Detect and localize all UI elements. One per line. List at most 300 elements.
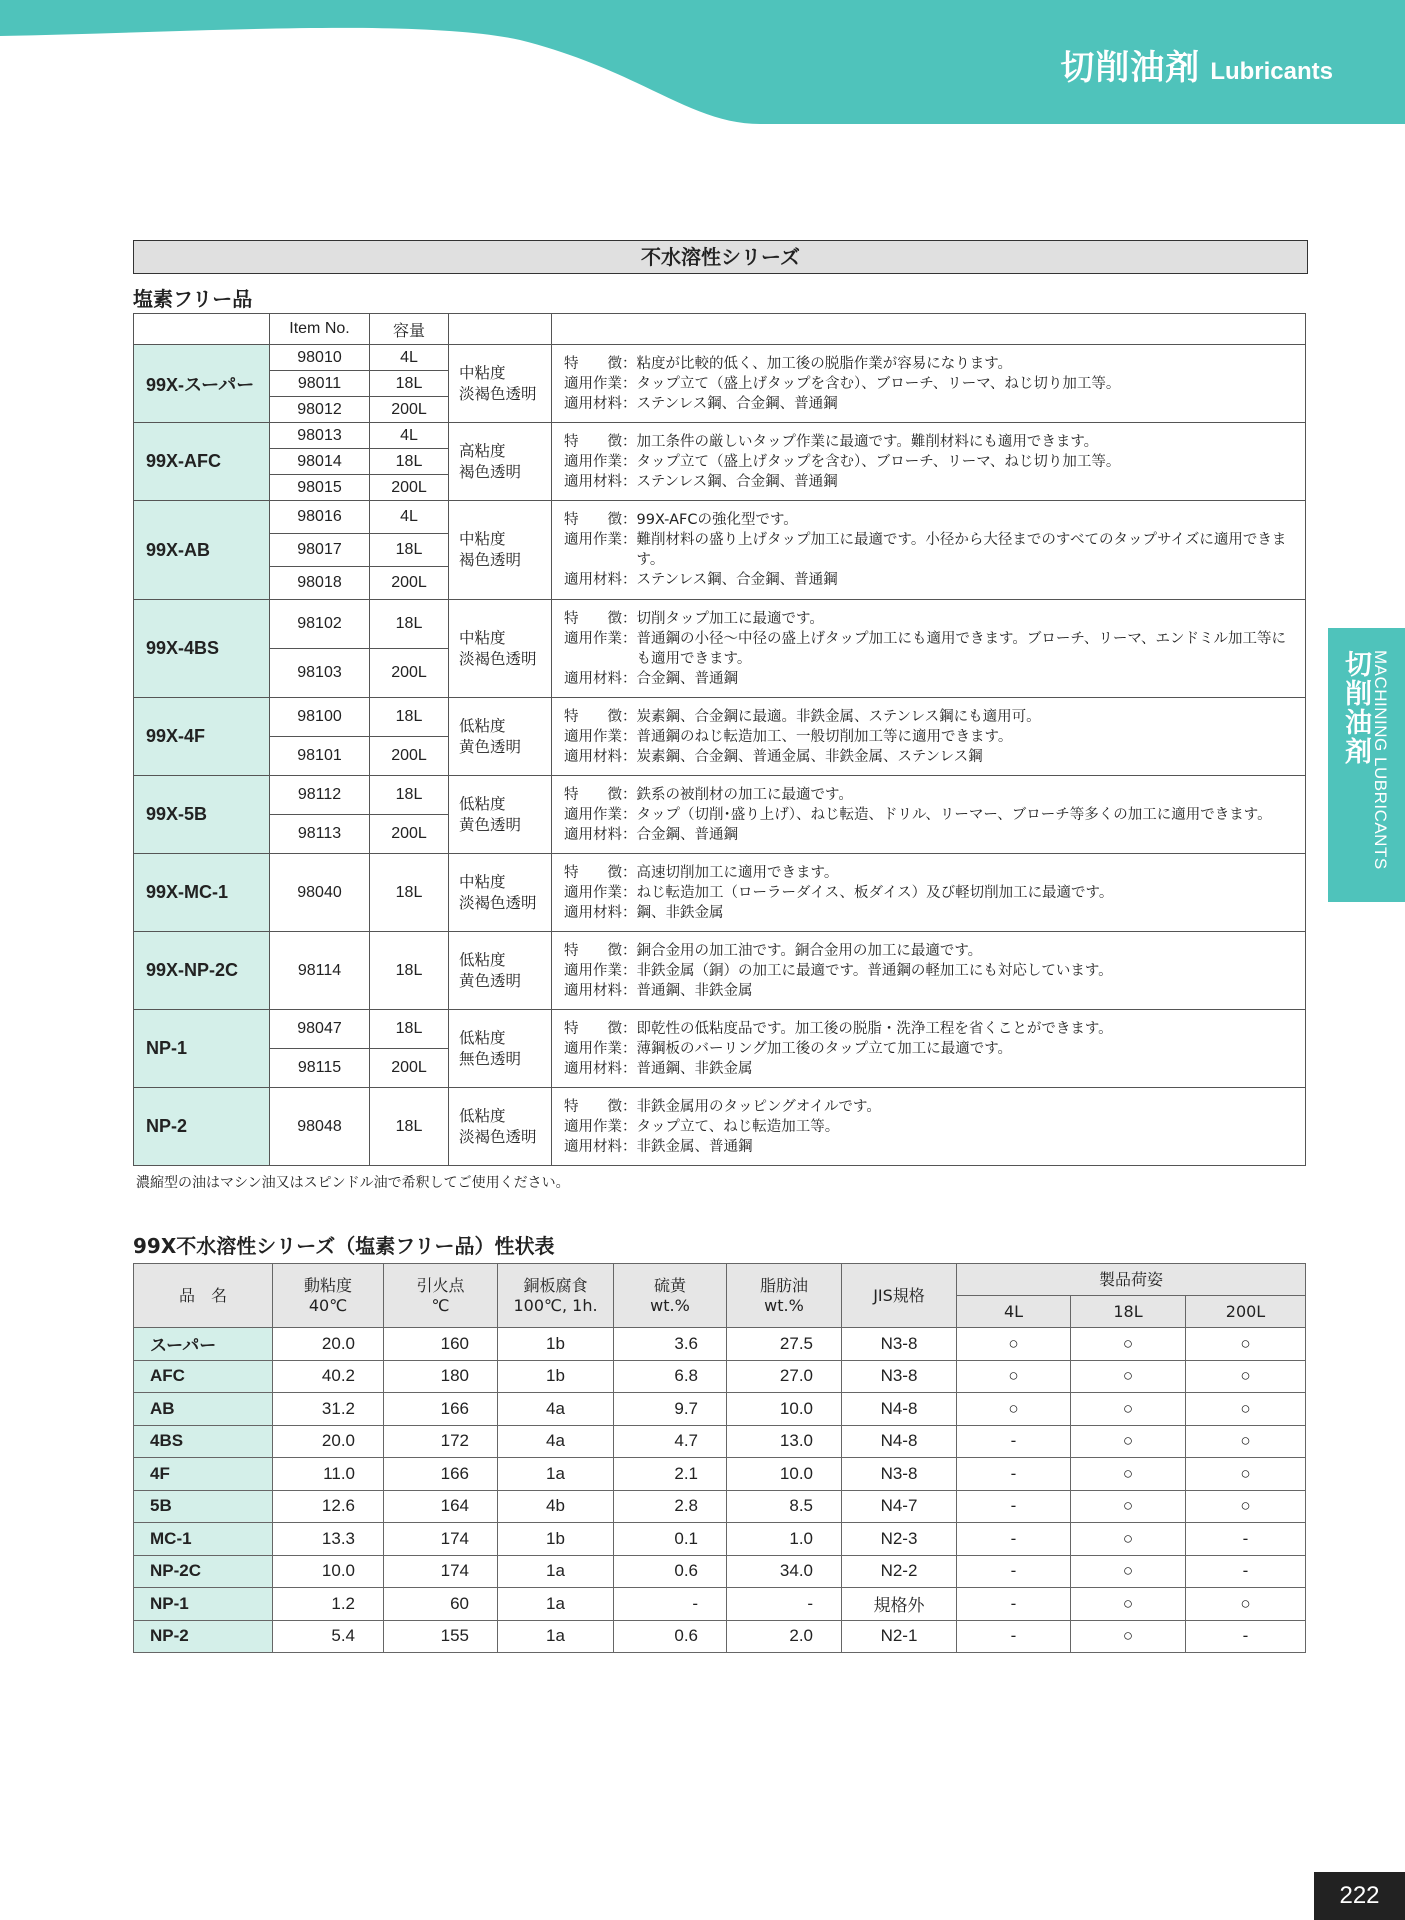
description-cell: 特 徴 ： 99X-AFCの強化型です。 適用作業 ： 難削材料の盛り上げタップ加工に最適です。小径から大径までのすべてのタップサイズに適用できます。 適用材料 ： ステンレス鋼、合金鋼、普通鋼 <box>552 501 1306 600</box>
property-row <box>134 1620 1306 1653</box>
material-text: 合金鋼、普通鋼 <box>636 670 738 687</box>
prop-header-flash-1: 引火点 <box>416 1275 465 1295</box>
product-row <box>134 698 1306 737</box>
property-fat: 10.0 <box>727 1458 842 1491</box>
package-18l: ○ <box>1071 1458 1186 1491</box>
viscosity-grade: 低粘度 <box>459 950 506 969</box>
header-title-jp: 切削油剤 <box>1060 48 1201 88</box>
viscosity-cell <box>449 932 552 1010</box>
prop-header-sulfur-1: 硫黄 <box>653 1275 686 1295</box>
viscosity-color: 淡褐色透明 <box>459 384 537 403</box>
property-jis: N2-2 <box>842 1555 957 1588</box>
property-jis: N3-8 <box>842 1328 957 1361</box>
description-cell: 特 徴 ： 鉄系の被削材の加工に最適です。 適用作業 ： タップ（切削･盛り上げ）、ねじ転造、ドリル、リーマー、ブローチ等多くの加工に適用できます。 適用材料 ： 合金鋼、普通鋼 <box>552 776 1306 854</box>
work-text: タップ（切削･盛り上げ）、ねじ転造、ドリル、リーマー、ブローチ等多くの加工に適用できます。 <box>636 806 1272 823</box>
property-corrosion: 4a <box>498 1393 614 1426</box>
property-product-name: 4F <box>134 1458 273 1491</box>
work-text: タップ立て、ねじ転造加工等。 <box>636 1118 840 1135</box>
property-flash-point: 174 <box>384 1523 498 1556</box>
feature-text: 99X-AFCの強化型です。 <box>636 512 798 528</box>
property-corrosion: 1a <box>498 1458 614 1491</box>
property-product-name: AB <box>134 1393 273 1426</box>
package-18l: ○ <box>1071 1588 1186 1621</box>
label-work: 適用作業 <box>564 1118 622 1135</box>
material-text: 炭素鋼、合金鋼、普通金属、非鉄金属、ステンレス鋼 <box>636 748 983 765</box>
product-row <box>134 501 1306 534</box>
property-viscosity: 31.2 <box>273 1393 384 1426</box>
product-name: 99X-AB <box>134 501 270 600</box>
product-name: 99X-5B <box>134 776 270 854</box>
label-work: 適用作業 <box>564 728 622 745</box>
package-4l: - <box>957 1425 1071 1458</box>
viscosity-cell <box>449 854 552 932</box>
prop-header-fat-2: wt.% <box>764 1295 804 1315</box>
viscosity-grade: 低粘度 <box>459 794 506 813</box>
work-text: タップ立て（盛上げタップを含む）、ブローチ、リーマ、ねじ切り加工等。 <box>636 453 1121 470</box>
header-title <box>1060 40 1333 89</box>
viscosity-cell <box>449 1010 552 1088</box>
package-4l: ○ <box>957 1393 1071 1426</box>
item-capacity: 18L <box>370 854 449 932</box>
property-fat: 2.0 <box>727 1620 842 1653</box>
item-number: 98011 <box>270 371 370 397</box>
property-flash-point: 155 <box>384 1620 498 1653</box>
package-200l: - <box>1186 1620 1306 1653</box>
property-sulfur: 0.6 <box>614 1620 727 1653</box>
item-number: 98015 <box>270 475 370 501</box>
viscosity-cell <box>449 1088 552 1166</box>
package-4l: - <box>957 1490 1071 1523</box>
item-capacity: 18L <box>370 1010 449 1049</box>
item-capacity: 200L <box>370 567 449 600</box>
property-corrosion: 4b <box>498 1490 614 1523</box>
feature-text: 即乾性の低粘度品です。加工後の脱脂・洗浄工程を省くことができます。 <box>636 1020 1113 1037</box>
item-number: 98112 <box>270 776 370 815</box>
property-sulfur: 4.7 <box>614 1425 727 1458</box>
header-blank <box>552 314 1306 345</box>
label-material: 適用材料 <box>564 670 622 687</box>
feature-text: 粘度が比較的低く、加工後の脱脂作業が容易になります。 <box>636 355 1013 372</box>
item-number: 98102 <box>270 600 370 649</box>
label-feature: 特 徴 <box>564 355 622 372</box>
prop-header-corrosion-1: 銅板腐食 <box>523 1275 588 1295</box>
package-200l: ○ <box>1186 1425 1306 1458</box>
series-banner: 不水溶性シリーズ <box>133 240 1308 274</box>
prop-header-viscosity-2: 40℃ <box>308 1295 348 1315</box>
package-4l: - <box>957 1523 1071 1556</box>
label-material: 適用材料 <box>564 395 622 412</box>
material-text: 普通鋼、非鉄金属 <box>636 1060 753 1077</box>
label-feature: 特 徴 <box>564 512 622 528</box>
property-fat: 34.0 <box>727 1555 842 1588</box>
label-material: 適用材料 <box>564 904 622 921</box>
property-fat: 27.5 <box>727 1328 842 1361</box>
prop-header-viscosity <box>273 1264 384 1328</box>
property-product-name: MC-1 <box>134 1523 273 1556</box>
property-row <box>134 1393 1306 1426</box>
label-work: 適用作業 <box>564 1040 622 1057</box>
property-flash-point: 164 <box>384 1490 498 1523</box>
property-sulfur: 6.8 <box>614 1360 727 1393</box>
property-row <box>134 1425 1306 1458</box>
section-title-properties: 99X不水溶性シリーズ（塩素フリー品）性状表 <box>133 1234 555 1258</box>
viscosity-cell <box>449 501 552 600</box>
label-feature: 特 徴 <box>564 786 622 803</box>
item-number: 98017 <box>270 534 370 567</box>
package-18l: ○ <box>1071 1620 1186 1653</box>
side-tab-jp: 切削油剤 <box>1340 650 1371 766</box>
work-text: 薄鋼板のバーリング加工後のタップ立て加工に最適です。 <box>636 1040 1013 1057</box>
property-flash-point: 172 <box>384 1425 498 1458</box>
label-material: 適用材料 <box>564 572 622 588</box>
product-name: 99X-スーパー <box>134 345 270 423</box>
prop-header-flash-2: ℃ <box>431 1295 450 1315</box>
package-200l: - <box>1186 1555 1306 1588</box>
property-row <box>134 1588 1306 1621</box>
prop-header-size-200l: 200L <box>1186 1296 1306 1328</box>
package-18l: ○ <box>1071 1360 1186 1393</box>
item-capacity: 200L <box>370 649 449 698</box>
viscosity-grade: 低粘度 <box>459 716 506 735</box>
viscosity-grade: 中粘度 <box>459 530 506 548</box>
item-number: 98048 <box>270 1088 370 1166</box>
property-product-name: AFC <box>134 1360 273 1393</box>
item-number: 98014 <box>270 449 370 475</box>
description-cell: 特 徴 ： 切削タップ加工に最適です。 適用作業 ： 普通鋼の小径～中径の盛上げタップ加工にも適用できます。ブローチ、リーマ、エンドミル加工等にも適用できます。 適用材料 ： 合金鋼、普通鋼 <box>552 600 1306 698</box>
item-number: 98115 <box>270 1049 370 1088</box>
property-corrosion: 1b <box>498 1523 614 1556</box>
property-flash-point: 174 <box>384 1555 498 1588</box>
prop-header-viscosity-1: 動粘度 <box>303 1275 352 1295</box>
property-viscosity: 13.3 <box>273 1523 384 1556</box>
label-feature: 特 徴 <box>564 708 622 725</box>
property-jis: N4-8 <box>842 1425 957 1458</box>
header-title-en: Lubricants <box>1210 58 1333 85</box>
property-jis: N3-8 <box>842 1360 957 1393</box>
prop-header-fat-1: 脂肪油 <box>759 1275 808 1295</box>
item-capacity: 4L <box>370 345 449 371</box>
label-material: 適用材料 <box>564 1138 622 1155</box>
package-200l: ○ <box>1186 1328 1306 1361</box>
description-cell: 特 徴 ： 炭素鋼、合金鋼に最適。非鉄金属、ステンレス鋼にも適用可。 適用作業 ： 普通鋼のねじ転造加工、一般切削加工等に適用できます。 適用材料 ： 炭素鋼、合金鋼、普通金属、非鉄金属、ステンレス鋼 <box>552 698 1306 776</box>
product-row <box>134 776 1306 815</box>
material-text: 普通鋼、非鉄金属 <box>636 982 753 999</box>
viscosity-cell <box>449 423 552 501</box>
property-sulfur: 2.8 <box>614 1490 727 1523</box>
package-4l: - <box>957 1458 1071 1491</box>
product-row <box>134 345 1306 371</box>
property-row <box>134 1328 1306 1361</box>
item-number: 98018 <box>270 567 370 600</box>
item-number: 98047 <box>270 1010 370 1049</box>
label-feature: 特 徴 <box>564 1098 622 1115</box>
description-cell: 特 徴 ： 銅合金用の加工油です。銅合金用の加工に最適です。 適用作業 ： 非鉄金属（銅）の加工に最適です。普通鋼の軽加工にも対応しています。 適用材料 ： 普通鋼、非鉄金属 <box>552 932 1306 1010</box>
viscosity-cell <box>449 600 552 698</box>
page-number: 222 <box>1314 1872 1405 1920</box>
viscosity-grade: 低粘度 <box>459 1106 506 1125</box>
property-sulfur: 0.1 <box>614 1523 727 1556</box>
description-cell: 特 徴 ： 加工条件の厳しいタップ作業に最適です。難削材料にも適用できます。 適用作業 ： タップ立て（盛上げタップを含む）、ブローチ、リーマ、ねじ切り加工等。 適用材料 ： ステンレス鋼、合金鋼、普通鋼 <box>552 423 1306 501</box>
viscosity-cell <box>449 776 552 854</box>
property-product-name: NP-2 <box>134 1620 273 1653</box>
feature-text: 非鉄金属用のタッピングオイルです。 <box>636 1098 881 1115</box>
item-number: 98103 <box>270 649 370 698</box>
label-material: 適用材料 <box>564 1060 622 1077</box>
prop-header-sulfur <box>614 1264 727 1328</box>
package-18l: ○ <box>1071 1523 1186 1556</box>
item-capacity: 4L <box>370 423 449 449</box>
prop-header-corrosion <box>498 1264 614 1328</box>
package-200l: ○ <box>1186 1360 1306 1393</box>
property-corrosion: 1b <box>498 1360 614 1393</box>
property-flash-point: 166 <box>384 1393 498 1426</box>
property-jis: N2-3 <box>842 1523 957 1556</box>
property-viscosity: 12.6 <box>273 1490 384 1523</box>
feature-text: 銅合金用の加工油です。銅合金用の加工に最適です。 <box>636 942 983 959</box>
side-tab-en: MACHINING LUBRICANTS <box>1371 650 1390 870</box>
material-text: ステンレス鋼、合金鋼、普通鋼 <box>636 395 838 412</box>
item-capacity: 18L <box>370 932 449 1010</box>
property-row <box>134 1360 1306 1393</box>
item-capacity: 200L <box>370 737 449 776</box>
label-material: 適用材料 <box>564 982 622 999</box>
property-viscosity: 20.0 <box>273 1425 384 1458</box>
header-item-no: Item No. <box>270 314 370 345</box>
property-corrosion: 1a <box>498 1555 614 1588</box>
material-text: 非鉄金属、普通鋼 <box>636 1138 753 1155</box>
property-product-name: NP-2C <box>134 1555 273 1588</box>
property-fat: 10.0 <box>727 1393 842 1426</box>
label-feature: 特 徴 <box>564 610 622 627</box>
property-sulfur: 0.6 <box>614 1555 727 1588</box>
viscosity-color: 淡褐色透明 <box>459 893 537 912</box>
label-feature: 特 徴 <box>564 433 622 450</box>
product-row <box>134 854 1306 932</box>
label-feature: 特 徴 <box>564 864 622 881</box>
prop-header-jis: JIS規格 <box>842 1264 957 1328</box>
product-table <box>133 313 1306 1166</box>
item-number: 98016 <box>270 501 370 534</box>
property-jis: N4-8 <box>842 1393 957 1426</box>
label-material: 適用材料 <box>564 748 622 765</box>
viscosity-cell <box>449 345 552 423</box>
item-capacity: 200L <box>370 1049 449 1088</box>
description-cell: 特 徴 ： 即乾性の低粘度品です。加工後の脱脂・洗浄工程を省くことができます。 適用作業 ： 薄鋼板のバーリング加工後のタップ立て加工に最適です。 適用材料 ： 普通鋼、非鉄金属 <box>552 1010 1306 1088</box>
viscosity-color: 褐色透明 <box>459 551 522 569</box>
property-product-name: 4BS <box>134 1425 273 1458</box>
product-row <box>134 1088 1306 1166</box>
prop-header-sulfur-2: wt.% <box>650 1295 690 1315</box>
property-corrosion: 1a <box>498 1620 614 1653</box>
property-row <box>134 1458 1306 1491</box>
work-text: ねじ転造加工（ローラーダイス、板ダイス）及び軽切削加工に最適です。 <box>636 884 1114 901</box>
property-sulfur: 2.1 <box>614 1458 727 1491</box>
work-text: 普通鋼のねじ転造加工、一般切削加工等に適用できます。 <box>636 728 1013 745</box>
prop-header-row-1 <box>134 1264 1306 1296</box>
item-capacity: 18L <box>370 776 449 815</box>
item-capacity: 18L <box>370 600 449 649</box>
property-flash-point: 60 <box>384 1588 498 1621</box>
package-200l: ○ <box>1186 1588 1306 1621</box>
description-cell: 特 徴 ： 非鉄金属用のタッピングオイルです。 適用作業 ： タップ立て、ねじ転造加工等。 適用材料 ： 非鉄金属、普通鋼 <box>552 1088 1306 1166</box>
item-capacity: 200L <box>370 397 449 423</box>
label-material: 適用材料 <box>564 826 622 843</box>
viscosity-color: 淡褐色透明 <box>459 1127 537 1146</box>
property-jis: N2-1 <box>842 1620 957 1653</box>
material-text: ステンレス鋼、合金鋼、普通鋼 <box>636 572 838 588</box>
product-row <box>134 423 1306 449</box>
item-capacity: 200L <box>370 475 449 501</box>
product-name: 99X-4BS <box>134 600 270 698</box>
package-18l: ○ <box>1071 1555 1186 1588</box>
prop-header-name: 品 名 <box>134 1264 273 1328</box>
feature-text: 加工条件の厳しいタップ作業に最適です。難削材料にも適用できます。 <box>636 433 1099 450</box>
label-work: 適用作業 <box>564 806 622 823</box>
viscosity-color: 無色透明 <box>459 1049 522 1068</box>
package-4l: - <box>957 1555 1071 1588</box>
package-18l: ○ <box>1071 1393 1186 1426</box>
item-capacity: 18L <box>370 534 449 567</box>
property-flash-point: 166 <box>384 1458 498 1491</box>
product-row <box>134 932 1306 1010</box>
property-corrosion: 1b <box>498 1328 614 1361</box>
package-18l: ○ <box>1071 1328 1186 1361</box>
label-work: 適用作業 <box>564 532 622 548</box>
property-viscosity: 1.2 <box>273 1588 384 1621</box>
material-text: 鋼、非鉄金属 <box>636 904 724 921</box>
viscosity-color: 褐色透明 <box>459 462 522 481</box>
header-banner <box>0 0 1405 130</box>
package-200l: ○ <box>1186 1458 1306 1491</box>
side-tab[interactable] <box>1328 628 1405 902</box>
property-fat: - <box>727 1588 842 1621</box>
property-fat: 1.0 <box>727 1523 842 1556</box>
property-viscosity: 5.4 <box>273 1620 384 1653</box>
property-product-name: NP-1 <box>134 1588 273 1621</box>
header-capacity: 容量 <box>370 314 449 345</box>
package-18l: ○ <box>1071 1425 1186 1458</box>
product-name: 99X-MC-1 <box>134 854 270 932</box>
label-work: 適用作業 <box>564 884 622 901</box>
product-table-header <box>134 314 1306 345</box>
viscosity-color: 淡褐色透明 <box>459 649 537 668</box>
label-work: 適用作業 <box>564 962 622 979</box>
property-fat: 13.0 <box>727 1425 842 1458</box>
property-viscosity: 20.0 <box>273 1328 384 1361</box>
property-viscosity: 11.0 <box>273 1458 384 1491</box>
prop-header-fat <box>727 1264 842 1328</box>
product-row <box>134 600 1306 649</box>
property-flash-point: 180 <box>384 1360 498 1393</box>
package-200l: ○ <box>1186 1393 1306 1426</box>
feature-text: 炭素鋼、合金鋼に最適。非鉄金属、ステンレス鋼にも適用可。 <box>636 708 1041 725</box>
item-capacity: 18L <box>370 371 449 397</box>
item-capacity: 4L <box>370 501 449 534</box>
product-name: 99X-AFC <box>134 423 270 501</box>
work-text: 普通鋼の小径～中径の盛上げタップ加工にも適用できます。ブローチ、リーマ、エンドミル加工等にも適用できます。 <box>636 630 1286 667</box>
package-4l: - <box>957 1588 1071 1621</box>
item-number: 98101 <box>270 737 370 776</box>
material-text: ステンレス鋼、合金鋼、普通鋼 <box>636 473 838 490</box>
item-number: 98040 <box>270 854 370 932</box>
header-blank <box>449 314 552 345</box>
viscosity-cell <box>449 698 552 776</box>
prop-header-flash <box>384 1264 498 1328</box>
prop-header-size-18l: 18L <box>1071 1296 1186 1328</box>
property-flash-point: 160 <box>384 1328 498 1361</box>
property-fat: 8.5 <box>727 1490 842 1523</box>
item-capacity: 18L <box>370 698 449 737</box>
package-4l: ○ <box>957 1360 1071 1393</box>
label-feature: 特 徴 <box>564 942 622 959</box>
viscosity-grade: 中粘度 <box>459 628 506 647</box>
prop-header-corrosion-2: 100℃, 1h. <box>513 1295 598 1315</box>
item-number: 98114 <box>270 932 370 1010</box>
property-sulfur: 3.6 <box>614 1328 727 1361</box>
material-text: 合金鋼、普通鋼 <box>636 826 738 843</box>
item-number: 98010 <box>270 345 370 371</box>
package-4l: - <box>957 1620 1071 1653</box>
properties-table <box>133 1263 1306 1653</box>
label-work: 適用作業 <box>564 630 622 647</box>
label-work: 適用作業 <box>564 453 622 470</box>
product-name: NP-2 <box>134 1088 270 1166</box>
product-row <box>134 1010 1306 1049</box>
item-capacity: 200L <box>370 815 449 854</box>
item-number: 98012 <box>270 397 370 423</box>
work-text: タップ立て（盛上げタップを含む）、ブローチ、リーマ、ねじ切り加工等。 <box>636 375 1121 392</box>
property-fat: 27.0 <box>727 1360 842 1393</box>
work-text: 難削材料の盛り上げタップ加工に最適です。小径から大径までのすべてのタップサイズに適用できます。 <box>636 532 1287 568</box>
property-viscosity: 10.0 <box>273 1555 384 1588</box>
package-4l: ○ <box>957 1328 1071 1361</box>
label-material: 適用材料 <box>564 473 622 490</box>
package-200l: - <box>1186 1523 1306 1556</box>
prop-header-size-4l: 4L <box>957 1296 1071 1328</box>
item-number: 98113 <box>270 815 370 854</box>
description-cell: 特 徴 ： 粘度が比較的低く、加工後の脱脂作業が容易になります。 適用作業 ： タップ立て（盛上げタップを含む）、ブローチ、リーマ、ねじ切り加工等。 適用材料 ： ステンレス鋼、合金鋼、普通鋼 <box>552 345 1306 423</box>
viscosity-color: 黄色透明 <box>459 815 522 834</box>
viscosity-grade: 低粘度 <box>459 1028 506 1047</box>
work-text: 非鉄金属（銅）の加工に最適です。普通鋼の軽加工にも対応しています。 <box>636 962 1113 979</box>
description-cell: 特 徴 ： 高速切削加工に適用できます。 適用作業 ： ねじ転造加工（ローラーダイス、板ダイス）及び軽切削加工に最適です。 適用材料 ： 鋼、非鉄金属 <box>552 854 1306 932</box>
feature-text: 高速切削加工に適用できます。 <box>636 864 839 881</box>
property-product-name: スーパー <box>134 1328 273 1361</box>
package-18l: ○ <box>1071 1490 1186 1523</box>
product-name: NP-1 <box>134 1010 270 1088</box>
package-200l: ○ <box>1186 1490 1306 1523</box>
item-capacity: 18L <box>370 1088 449 1166</box>
header-blank <box>134 314 270 345</box>
viscosity-grade: 高粘度 <box>459 441 506 460</box>
viscosity-grade: 中粘度 <box>459 872 506 891</box>
property-row <box>134 1555 1306 1588</box>
property-sulfur: 9.7 <box>614 1393 727 1426</box>
product-name: 99X-4F <box>134 698 270 776</box>
section-title-chlorine-free: 塩素フリー品 <box>133 287 253 311</box>
label-feature: 特 徴 <box>564 1020 622 1037</box>
prop-header-package: 製品荷姿 <box>957 1264 1306 1296</box>
property-jis: 規格外 <box>842 1588 957 1621</box>
property-row <box>134 1490 1306 1523</box>
item-number: 98100 <box>270 698 370 737</box>
item-number: 98013 <box>270 423 370 449</box>
property-product-name: 5B <box>134 1490 273 1523</box>
item-capacity: 18L <box>370 449 449 475</box>
dilution-note: 濃縮型の油はマシン油又はスピンドル油で希釈してご使用ください。 <box>136 1175 570 1191</box>
property-sulfur: - <box>614 1588 727 1621</box>
viscosity-color: 黄色透明 <box>459 737 522 756</box>
